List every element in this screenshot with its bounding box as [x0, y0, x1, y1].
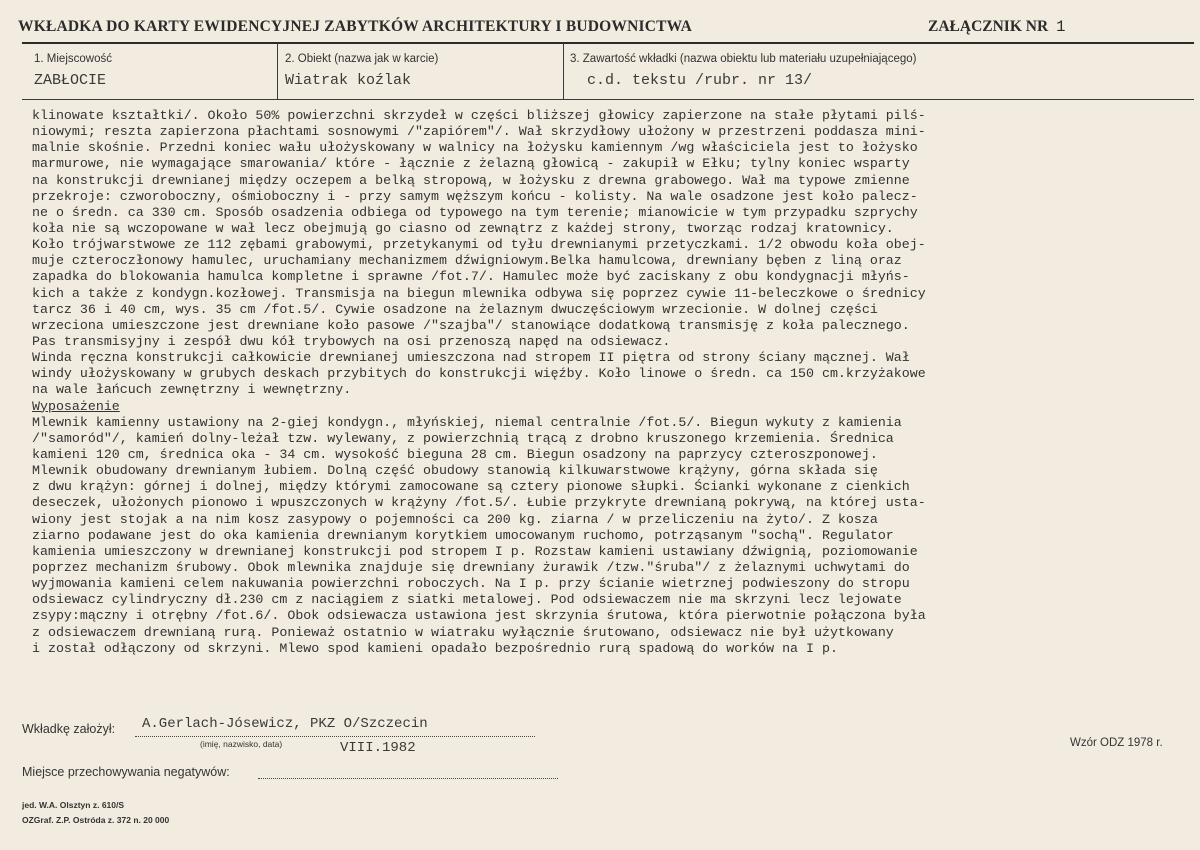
print-line-1: jed. W.A. Olsztyn z. 610/S	[22, 800, 125, 810]
text-line: Winda ręczna konstrukcji całkowicie drewnianej umieszczona nad stropem II piętra od strony ściany mącznej. Wał	[32, 350, 910, 366]
text-line: Pas transmisyjny i zespół dwu kół trybowych na osi przenoszą napęd na odsiewacz.	[32, 333, 671, 349]
text-line: ne o średn. ca 330 cm. Sposób osadzenia odbiega od typowego na tym terenie; mianowicie w tym przypadku szprychy	[32, 204, 918, 220]
text-line: poprzez mechanizm śrubowy. Obok mlewnika znajduje się drewniany żurawik /tzw."śruba"/ z żelaznymi uchwytami do	[32, 559, 910, 575]
text-line: na wale łańcuch zewnętrzny i wewnętrzny.	[32, 382, 352, 398]
form-header-title: WKŁADKA DO KARTY EWIDENCYJNEJ ZABYTKÓW ARCHITEKTURY I BUDOWNICTWA	[18, 18, 693, 35]
text-line: malnie skośnie. Przedni koniec wału ułożyskowany w walnicy na łożysku kamiennym /wg właściciela jest to łożysko	[32, 140, 918, 156]
text-line: niowymi; reszta zapierzona płachtami sosnowymi /"zapiórem"/. Wał skrzydłowy ułożony w przestrzeni poddasza mini-	[32, 124, 926, 140]
text-line: na konstrukcji drewnianej między oczepem a belką stropową, w łożysku z drewna grabowego. Wał ma typowe zmienne	[32, 172, 910, 188]
date-value: VIII.1982	[340, 740, 416, 756]
content-value: c.d. tekstu /rubr. nr 13/	[587, 72, 813, 89]
text-line: /"samoród"/, kamień dolny-leżał tzw. wylewany, z powierzchnią trącą z drobno kruszonego krzemienia. Średnica	[32, 430, 894, 446]
created-by-label: Wkładkę założył:	[22, 722, 116, 736]
text-line: kamienia umieszczony w drewnianej konstrukcji pod stropem I p. Rozstaw kamieni ustawiany dźwignią, poziomowanie	[32, 543, 918, 559]
created-by-value: A.Gerlach-Jósewicz, PKZ O/Szczecin	[142, 716, 428, 732]
text-line: wiony jest stojak a na nim kosz zasypowy o pojemności ca 200 kg. ziarna / w przeliczeniu na żyto/. Z kosza	[32, 511, 878, 527]
text-line: z odsiewaczem drewnianą rurą. Ponieważ ostatnio w wiatraku wyłącznie śrutowano, odsiewacz nie był użytkowany	[32, 624, 894, 640]
text-line: ziarno podawane jest do oka kamienia drewnianym korytkiem umocowanym ruchomo, potrząsanym "sochą". Regulator	[32, 527, 894, 543]
text-line: wyjmowania kamieni celem nakuwania powierzchni roboczych. Na I p. przy ścianie wietrznej podwieszony do stropu	[32, 576, 910, 592]
text-line: windy ułożyskowany w grubych deskach przybitych do konstrukcji więźby. Koło linowe o średn. ca 150 cm.krzyżakowe	[32, 366, 926, 382]
text-line: z dwu krążyn: górnej i dolnej, między którymi zamocowane są cztery pionowe słupki. Ścianki wykonane z cienkich	[32, 479, 910, 495]
attachment-number-label	[928, 18, 1065, 36]
text-line: kich a także z kondygn.kozłowej. Transmisja na biegun mlewnika odbywa się poprzez cywie 11-beleczkowe o średnicy	[32, 285, 926, 301]
field-divider-1	[277, 43, 278, 99]
text-line: odsiewacz cylindryczny dł.230 cm z naciągiem z siatki metalowej. Pod odsiewaczem nie ma skrzyni lecz lejowate	[32, 592, 902, 608]
fields-bottom-rule	[22, 99, 1194, 100]
body-text	[32, 108, 1197, 657]
section-heading-equipment: Wyposażenie	[32, 398, 120, 414]
created-by-hint: (imię, nazwisko, data)	[200, 739, 283, 749]
text-line: Mlewnik kamienny ustawiony na 2-giej kondygn., młyńskiej, niemal centralnie /fot.5/. Biegun wykuty z kamienia	[32, 414, 902, 430]
print-line-2: OZGraf. Z.P. Ostróda z. 372 n. 20 000	[22, 815, 170, 825]
negatives-label: Miejsce przechowywania negatywów:	[22, 765, 230, 779]
text-line: zsypy:mączny i otrębny /fot.6/. Obok odsiewacza ustawiona jest skrzynia śrutowa, która pierwotnie połączona była	[32, 608, 926, 624]
text-line: zapadka do blokowania hamulca kompletne i sprawne /fot.7/. Hamulec może być zaciskany z obu kondygnacji młyńs-	[32, 269, 910, 285]
text-line: marmurowe, nie wymagające smarowania/ które - łącznie z żelazną głowicą - zakupił w Ełku; tylny koniec wsparty	[32, 156, 910, 172]
attachment-number: 1	[1056, 18, 1066, 36]
form-pattern: Wzór ODZ 1978 r.	[1070, 737, 1163, 749]
text-line: deseczek, ułożonych pionowo i wpuszczonych w krążyny /fot.5/. Łubie przykryte drewnianą pokrywą, na której usta-	[32, 495, 926, 511]
locality-value: ZABŁOCIE	[34, 72, 107, 89]
object-value: Wiatrak koźlak	[285, 72, 412, 89]
content-label: 3. Zawartość wkładki (nazwa obiektu lub materiału uzupełniającego)	[570, 53, 917, 65]
text-line: i został odłączony od skrzyni. Mlewo spod kamieni opadało bezpośrednio rurą spadową do worków na I p.	[32, 640, 838, 656]
text-line: wrzeciona umieszczone jest drewniane koło pasowe /"szajba"/ stanowiące dodatkową transmisję z koła palecznego.	[32, 317, 910, 333]
text-line: koła nie są wczopowane w wał lecz obejmują go ciasno od zewnątrz z każdej strony, tworząc rodzaj kratownicy.	[32, 220, 894, 236]
text-line: Mlewnik obudowany drewnianym łubiem. Dolną część obudowy stanowią kilkuwarstwowe krążyny, górna składa się	[32, 463, 878, 479]
text-line: kamieni 120 cm, średnica oka - 34 cm. wysokość bieguna 28 cm. Biegun osadzony na paprzycy czteroszponowej.	[32, 446, 878, 462]
header-rule	[22, 42, 1194, 44]
object-label: 2. Obiekt (nazwa jak w karcie)	[285, 53, 439, 65]
attachment-label: ZAŁĄCZNIK NR	[928, 18, 1049, 35]
locality-label: 1. Miejscowość	[34, 53, 112, 65]
created-by-dotline	[135, 736, 535, 737]
negatives-dotline	[258, 778, 558, 779]
text-line: klinowate kształtki/. Około 50% powierzchni skrzydeł w części bliższej głowicy zapierzone na stałe płytami pilś-	[32, 108, 926, 123]
text-line: tarcz 36 i 40 cm, wys. 35 cm /fot.5/. Cywie osadzone na żelaznym dwuczęściowym wrzecionie. W dolnej części	[32, 301, 878, 317]
text-line: Koło trójwarstwowe ze 112 zębami grabowymi, przetykanymi od tyłu drewnianymi przetyczkami. 1/2 obwodu koła obej-	[32, 237, 926, 253]
text-line: muje czteroczłonowy hamulec, uruchamiany mechanizmem dźwigniowym.Belka hamulcowa, drewniany bęben z liną oraz	[32, 253, 902, 269]
text-line: przekroje: czworoboczny, ośmioboczny i - przy samym węższym końcu - kolisty. Na wale osadzone jest koło palecz-	[32, 188, 918, 204]
field-divider-2	[563, 43, 564, 99]
